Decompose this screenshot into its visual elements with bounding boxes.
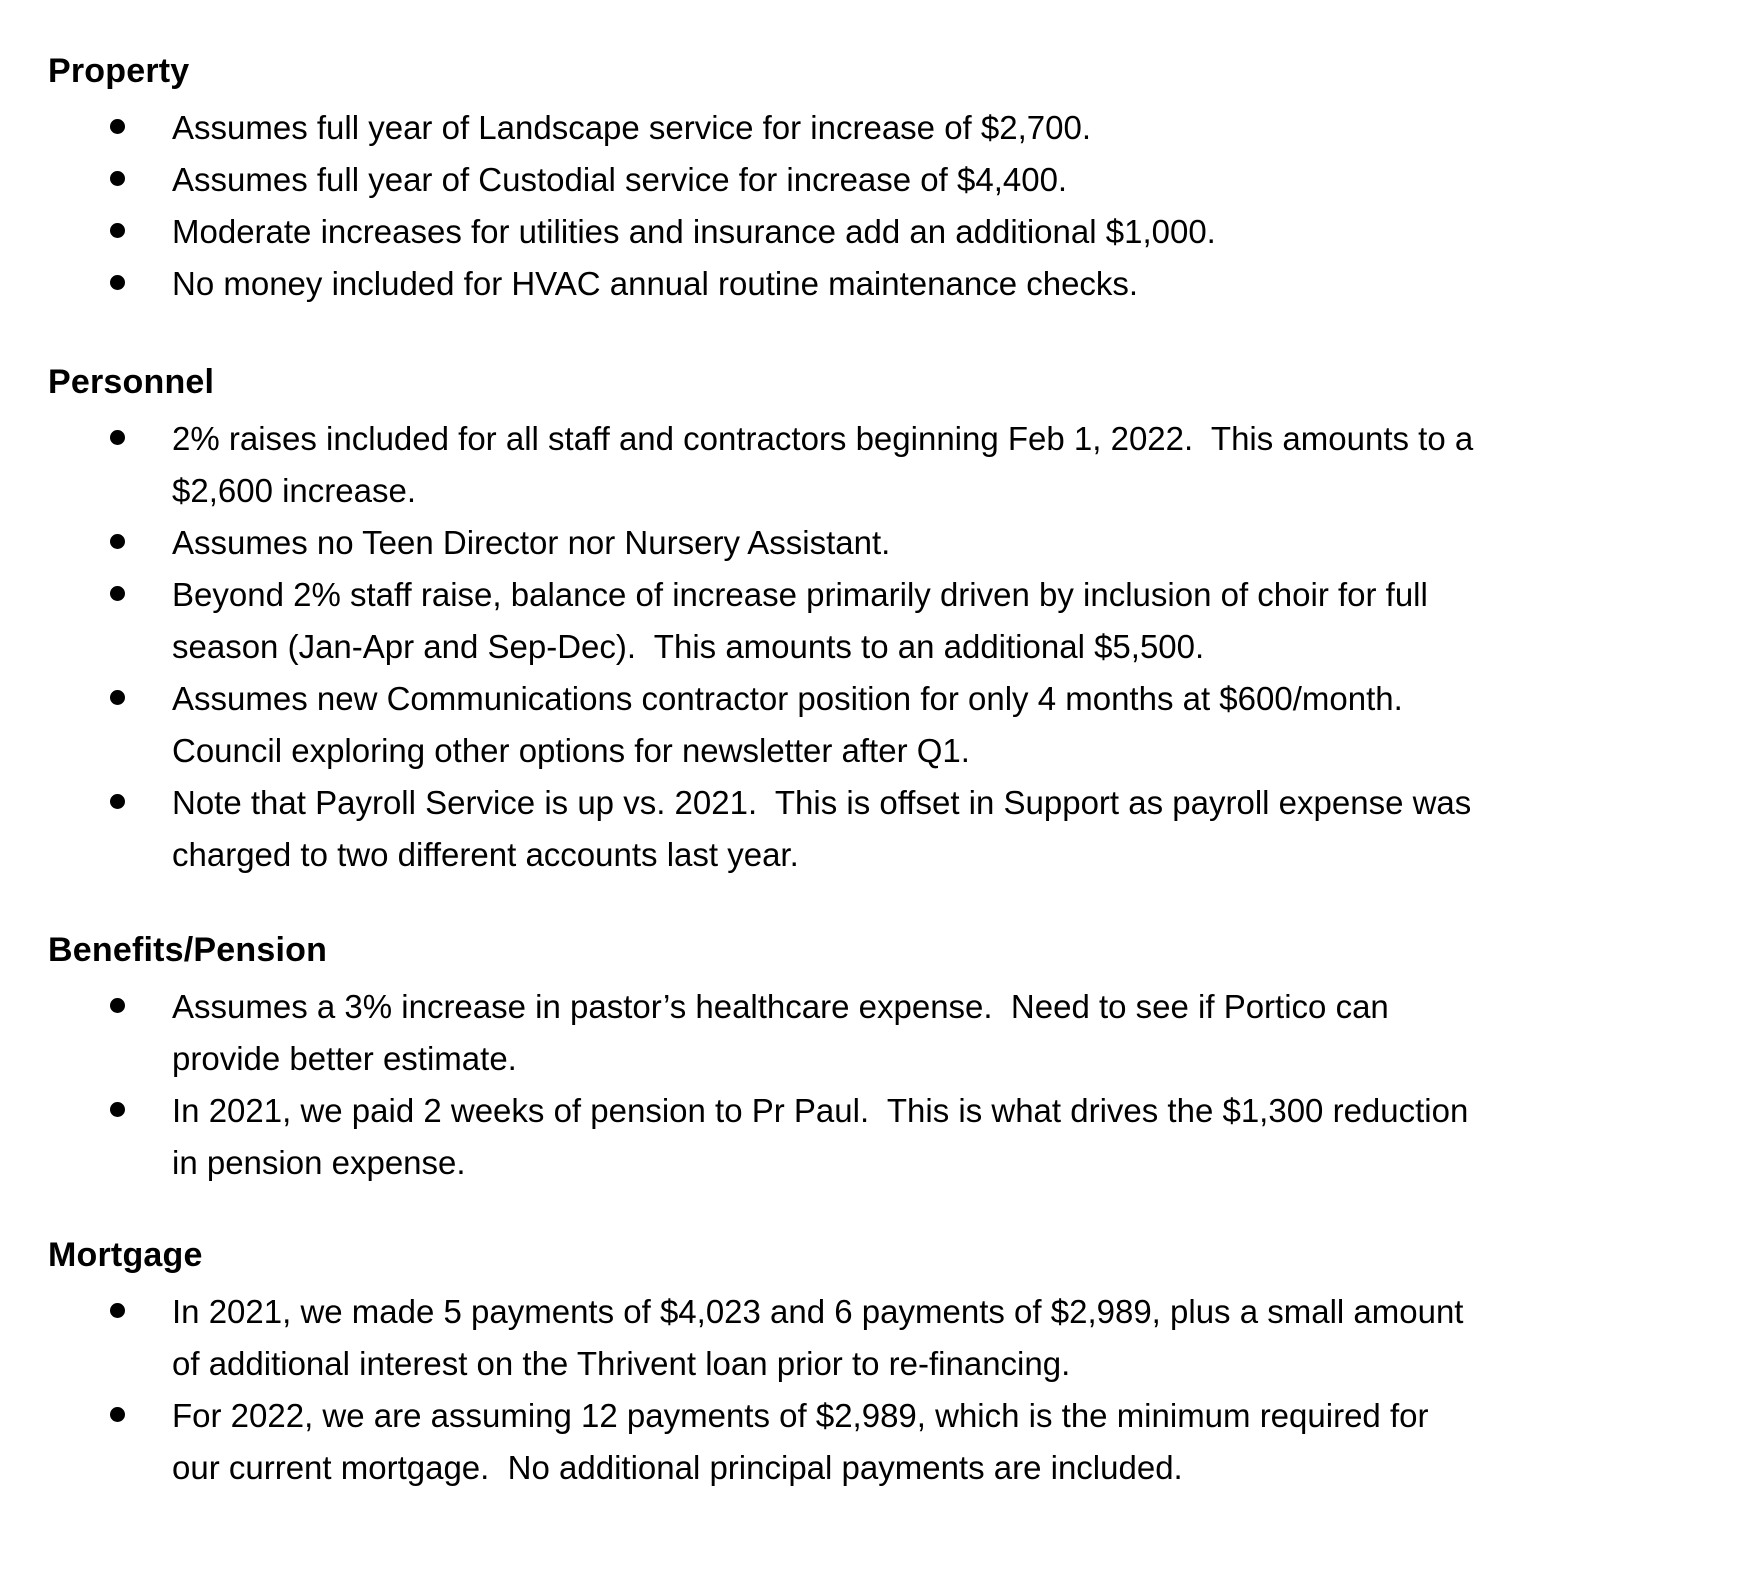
bullet-icon	[110, 223, 125, 238]
bullet-icon	[110, 1303, 125, 1318]
list-item	[48, 258, 1688, 310]
section-benefits-pension	[48, 931, 1688, 1189]
list-item	[48, 154, 1688, 206]
bullet-icon	[110, 534, 125, 549]
bullet-icon	[110, 586, 125, 601]
section-heading: Property	[48, 52, 190, 90]
list-item-text: No money included for HVAC annual routine maintenance checks.	[172, 265, 1139, 302]
list-item-text: In 2021, we made 5 payments of $4,023 and 6 payments of $2,989, plus a small amount of additional interest on the Thrivent loan prior to re-financing.	[172, 1293, 1464, 1382]
section-heading: Benefits/Pension	[48, 931, 328, 969]
bullet-list	[48, 413, 1688, 881]
list-item	[48, 1286, 1688, 1390]
bullet-icon	[110, 171, 125, 186]
bullet-list	[48, 102, 1688, 310]
list-item	[48, 777, 1688, 881]
list-item	[48, 102, 1688, 154]
section-personnel	[48, 363, 1688, 881]
bullet-icon	[110, 794, 125, 809]
list-item	[48, 1085, 1688, 1189]
list-item	[48, 1390, 1688, 1494]
list-item-text: Assumes full year of Custodial service for increase of $4,400.	[172, 161, 1068, 198]
bullet-icon	[110, 690, 125, 705]
list-item-text: Assumes no Teen Director nor Nursery Assistant.	[172, 524, 891, 561]
bullet-icon	[110, 119, 125, 134]
section-heading: Personnel	[48, 363, 215, 401]
section-property	[48, 52, 1688, 310]
list-item	[48, 517, 1688, 569]
list-item	[48, 673, 1688, 777]
list-item-text: Assumes new Communications contractor position for only 4 months at $600/month. Council exploring other options for newsletter after Q1.	[172, 680, 1403, 769]
bullet-icon	[110, 998, 125, 1013]
bullet-icon	[110, 1407, 125, 1422]
bullet-list	[48, 1286, 1688, 1494]
section-mortgage	[48, 1236, 1688, 1494]
list-item-text: For 2022, we are assuming 12 payments of $2,989, which is the minimum required for our current mortgage. No additional principal payments are included.	[172, 1397, 1429, 1486]
list-item	[48, 206, 1688, 258]
bullet-icon	[110, 275, 125, 290]
bullet-icon	[110, 1102, 125, 1117]
list-item-text: Assumes full year of Landscape service for increase of $2,700.	[172, 109, 1091, 146]
bullet-list	[48, 981, 1688, 1189]
section-heading: Mortgage	[48, 1236, 203, 1274]
list-item-text: In 2021, we paid 2 weeks of pension to Pr Paul. This is what drives the $1,300 reduction in pension expense.	[172, 1092, 1469, 1181]
list-item	[48, 413, 1688, 517]
list-item-text: Moderate increases for utilities and insurance add an additional $1,000.	[172, 213, 1216, 250]
bullet-icon	[110, 430, 125, 445]
list-item-text: Note that Payroll Service is up vs. 2021. This is offset in Support as payroll expense was charged to two different accounts last year.	[172, 784, 1472, 873]
list-item	[48, 569, 1688, 673]
list-item-text: Beyond 2% staff raise, balance of increase primarily driven by inclusion of choir for full season (Jan-Apr and Sep-Dec). This amounts to an additional $5,500.	[172, 576, 1428, 665]
list-item-text: 2% raises included for all staff and contractors beginning Feb 1, 2022. This amounts to a $2,600 increase.	[172, 420, 1474, 509]
list-item	[48, 981, 1688, 1085]
list-item-text: Assumes a 3% increase in pastor’s healthcare expense. Need to see if Portico can provide better estimate.	[172, 988, 1389, 1077]
